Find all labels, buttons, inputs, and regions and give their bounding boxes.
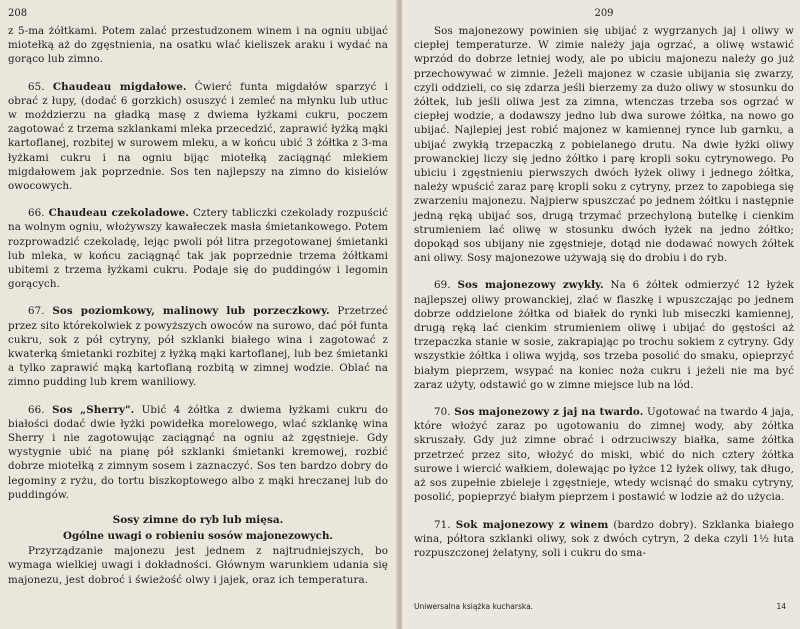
recipe-67: 67. Sos poziomkowy, malinowy lub porzeczkowy. Przetrzeć przez sito którekolwiek z powyższych owoców na surowo, dać pół funta cukru, sok z pół cytryny, pół szklanki białego wina i zagotować z kwaterką śmietanki rozbitej z łyżką mąki kartoflanej, lub bez śmietanki a tylko zaprawić mąką kartoflaną rozbitą w zimnej wodzie. Oblać na zimno pudding lub krem waniliowy. — [8, 305, 389, 389]
paragraph-intro: z 5-ma żółtkami. Potem zalać przestudzonem winem i na ogniu ubijać miotełką aż do zgęstnienia, na osatku wlać kieliszek araku i wydać na gorąco lub zimno. — [8, 25, 388, 66]
section-subtitle: Ogólne uwagi o robieniu sosów majonezowych. — [62, 530, 334, 543]
recipe-title: Chaudeau czekoladowe. — [48, 207, 189, 220]
recipe-title: Chaudeau migdałowe. — [52, 80, 187, 93]
recipe-title: Sok majonezowy z winem — [455, 518, 609, 531]
recipe-66: 66. Chaudeau czekoladowe. Cztery tabliczki czekolady rozpuścić na wolnym ogniu, włożywszy kawałeczek masła śmietankowego. Potem rozprowadzić czekoladę, lejąc pwoli pół litra przegotowanej śmietanki lub mleka, w końcu zaciągnąć tak jak poprzednie trzema żółtkami ubitemi z trzema łyżkami cukru. Podaje się do puddingów i legomin gorących. — [8, 207, 388, 291]
recipe-title: Sos majonezowy zwykły. — [457, 279, 604, 292]
recipe-65: 65. Chaudeau migdałowe. Ćwierć funta migdałów sparzyć i obrać z łupy, (dodać 6 gorzkich) osuszyć i zemleć na młynku lub utłuc w moździerzu na gładką masę z dwiema łyżkami cukru, poczem zagotować z trzema szklankami mleka przecedzić, zaprawić łyżką mąki kartoflanej, rozbitej w surowem mleku, a w końcu ubić 3 żółtka z 3-ma łyżkami cukru i na ogniu bijąc miotełką zaciągnąć mlekiem migdałowem jak poprzednie. Sos ten najlepszy na zimno do kisielów owocowych. — [8, 80, 388, 193]
recipe-69: 69. Sos majonezowy zwykły. Na 6 żółtek odmierzyć 12 łyżek najlepszej oliwy prowanckiej, zlać w flaszkę i wpuszczając po jednem dobrze oddzielone żółtka od białek do rynki lub miseczki kamiennej, drugą ręką lać cienkim strumieniem oliwę i ubijać do gęstości aż trzepaczka stanie w sosie, zakrapiając po trochu sokiem z cytryny. Gdy wszystkie żółtka i oliwa wyjdą, sos trzeba posolić do smaku, opieprzyć białym pieprzem, wsypać na koniec noża cukru i jeżeli nie ma być zaraz użyty, odstawić go w zimne miejsce lub na lód. — [414, 279, 795, 391]
footer-signature: 14 — [776, 602, 786, 611]
recipe-title: Sos „Sherry". — [52, 403, 135, 416]
recipe-title: Sos majonezowy z jaj na twardo. — [454, 406, 644, 419]
left-page — [0, 0, 398, 629]
paragraph-general: Przyrządzanie majonezu jest jednem z najtrudniejszych, bo wymaga wielkiej uwagi i dokładności. Głównym warunkiem udania się majonezu, jest dobroć i świeżość olwy i jajek, oraz ich temperatura. — [8, 545, 388, 586]
right-page — [402, 0, 800, 629]
section-title: Sosy zimne do ryb lub mięsa. — [112, 514, 284, 527]
recipe-70: 70. Sos majonezowy z jaj na twardo. Ugotować na twardo 4 jaja, które włożyć zaraz po ugotowaniu do zimnej wody, aby żółtka skruszały. Gdy już zimne obrać i odrzuciwszy białka, same żółtka przetrzeć przez sito, włożyć do miski, wbić do nich cztery żółtka surowe i wiercić wałkiem, dolewając po łyżce 12 łyżek oliwy, tak długo, aż sos zupełnie zbieleje i zgęstnieje, wtedy wcisnąć do smaku cytryny, posolić, popieprzyć białym pieprzem i postawić w lodzie aż do użycia. — [414, 406, 795, 504]
page-footer — [414, 602, 786, 611]
paragraph-continued: Sos majonezowy powinien się ubijać z wygrzanych jaj i oliwy w ciepłej temperaturze. W zimie należy jaja ogrzać, a oliwę wstawić wprzód do dobrze letniej wody, ale po ubiciu majonezu należy go już przechowywać w zimnie. Jeżeli majonez w czasie ubijania się zwarzy, czyli oddzieli, co się zdarza jeśli bierzemy za dużo oliwy w stosunku do żółtek, lub jeśli oliwa jest za zimna, wtenczas trzeba sos ogrzać w ciepłej wodzie, a dodawszy jedno lub dwa surowe żółtka, na nowo go ubijać. Najlepiej jest robić majonez w kamiennej rynce lub garnku, a ubijać zwykłą trzepaczką z pobielanego drutu. Na dwie łyżki oliwy prowanckiej liczy się jedno żółtko i parę kropli soku cytrynowego. Po ubiciu i zgęstnieniu pierwszych dwóch łyżek oliwy i jednego żółtka, należy wpuścić zaraz parę kropli soku z cytryny, przez to zapobiega się zwarzeniu majonezu. Najpierw spuszczać po jednem żółtku i następnie jedną ręką ubijać sos, drugą trzymać przechyloną butelkę i cienkim strumieniem lać oliwę w stosunku dwóch łyżek na jedno żółtko; dopokąd sos ubijany nie zgęstnieje, dotąd nie dodawać nowych żółtek ani oliwy. Sosy majonezowe używają się do drobiu i do ryb. — [414, 25, 794, 265]
recipe-66b: 66. Sos „Sherry". Ubić 4 żółtka z dwiema łyżkami cukru do białości dodać dwie łyżki powidełka morelowego, wlać szklankę wina Sherry i nie zagotowując zaciągnąć na ogniu aż zgęstnieje. Gdy wystygnie ubić na pianę pół szklanki śmietanki kremowej, rozbić dobrze miotełką z zimnym sosem i zaznaczyć. Sos ten bardzo dobry do legominy z ryżu, do tortu biszkoptowego albo z mąki hreczanej lub do puddingów. — [8, 403, 389, 501]
page-number-right: 209 — [594, 8, 614, 19]
recipe-title: Sos poziomkowy, malinowy lub porzeczkowy. — [52, 305, 330, 318]
recipe-71: 71. Sok majonezowy z winem (bardzo dobry). Szklanka białego wina, półtora szklanki oliwy, sok z dwóch cytryn, 2 deka czyli 1½ łuta rozpuszczonej żelatyny, soli i cukru do sma- — [414, 518, 794, 559]
page-number-left: 208 — [8, 8, 28, 19]
footer-title: Uniwersalna książka kucharska. — [414, 602, 534, 611]
